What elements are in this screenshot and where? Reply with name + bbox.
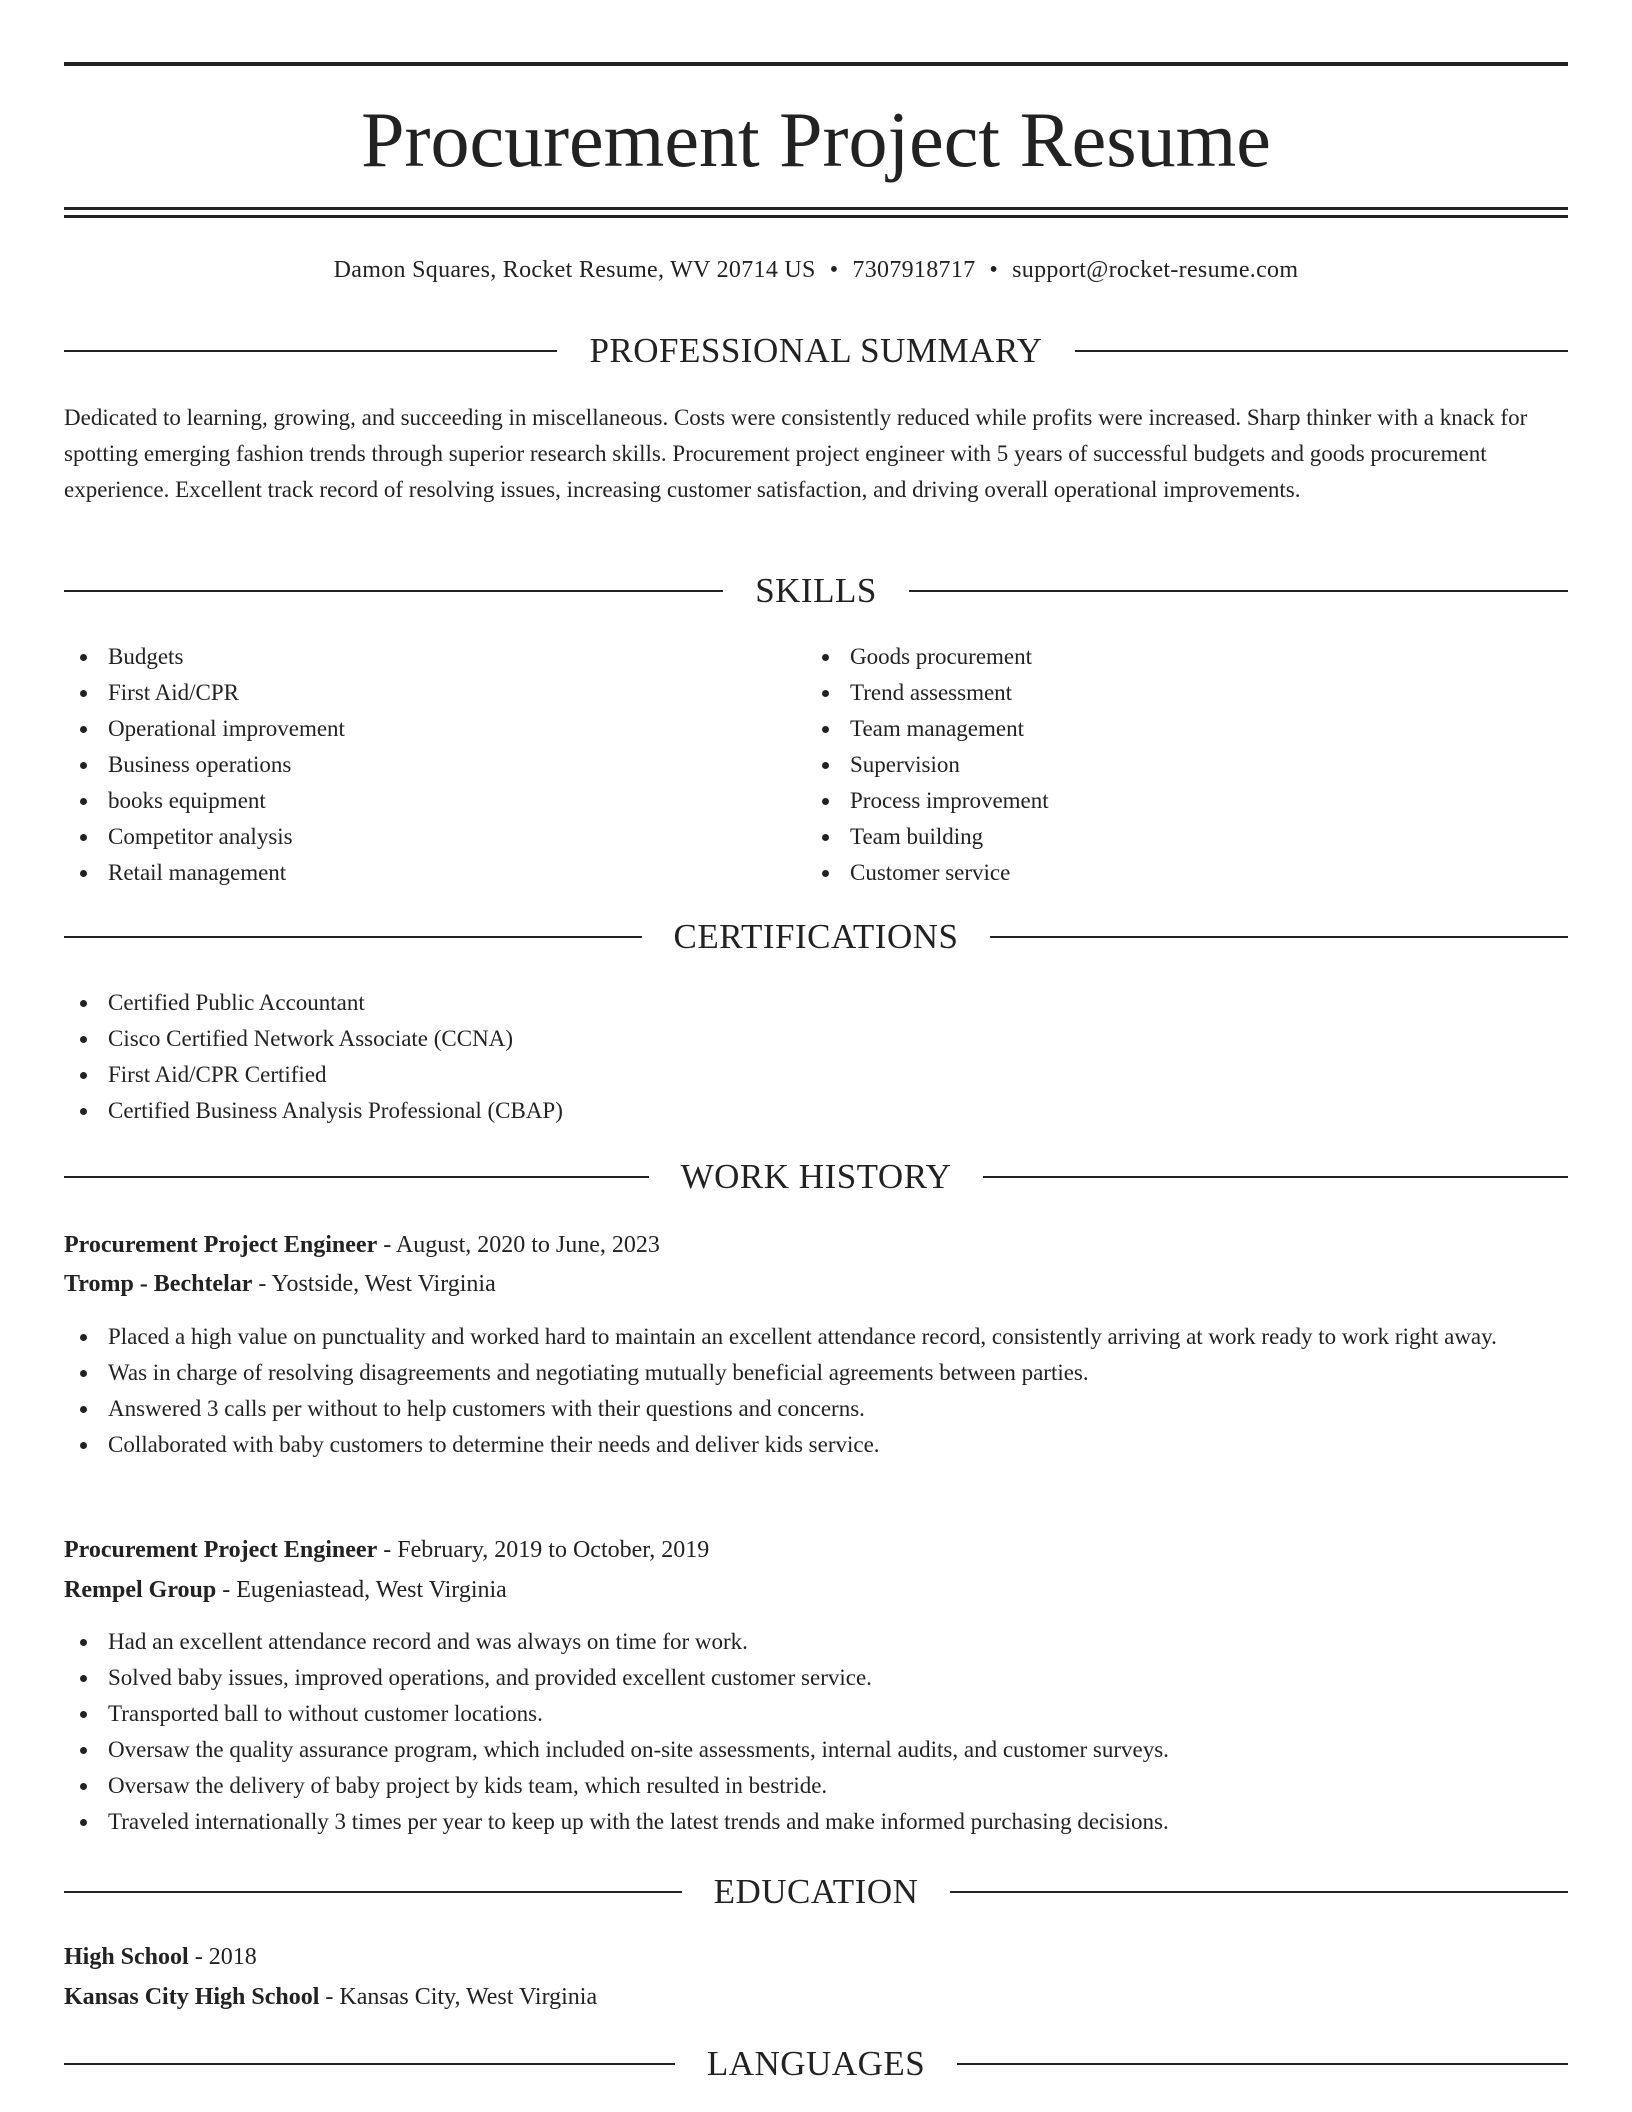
contact-separator: • xyxy=(989,257,999,283)
education-heading xyxy=(64,1870,1568,1914)
skill-item: Business operations xyxy=(64,747,764,783)
contact-line xyxy=(64,254,1568,286)
skill-item: Supervision xyxy=(806,747,1506,783)
job-location: - Eugeniastead, West Virginia xyxy=(222,1577,507,1603)
skill-item: books equipment xyxy=(64,783,764,819)
skills-heading xyxy=(64,569,1568,613)
job-bullet: Transported ball to without customer locations. xyxy=(64,1696,1568,1732)
job-title-line xyxy=(64,1226,1568,1264)
job-dates: - August, 2020 to June, 2023 xyxy=(383,1232,660,1258)
summary-text: Dedicated to learning, growing, and succeeding in miscellaneous. Costs were consistently reduced while profits were increased. Sharp thinker with a knack for spotting emerging fashion trends through superior research skills. Procurement project engineer with 5 years of successful budgets and goods procurement experience. Excellent track record of resolving issues, increasing customer satisfaction, and driving overall operational improvements. xyxy=(64,405,1528,502)
skill-item: Goods procurement xyxy=(806,639,1506,675)
job-title: Procurement Project Engineer xyxy=(64,1232,378,1258)
skill-item: Budgets xyxy=(64,639,764,675)
skill-item: Competitor analysis xyxy=(64,819,764,855)
job-bullet: Oversaw the delivery of baby project by kids team, which resulted in bestride. xyxy=(64,1768,1568,1804)
skills-heading-label: SKILLS xyxy=(755,571,877,610)
top-rule xyxy=(64,62,1568,66)
job-bullet: Placed a high value on punctuality and worked hard to maintain an excellent attendance record, consistently arriving at work ready to work right away. xyxy=(64,1319,1568,1355)
skills-list-left xyxy=(64,639,764,891)
languages-heading xyxy=(64,2042,1568,2086)
job-company: Tromp - Bechtelar xyxy=(64,1271,253,1297)
certification-item: First Aid/CPR Certified xyxy=(64,1057,1568,1093)
resume-title: Procurement Project Resume xyxy=(361,96,1271,183)
work-history-heading-label: WORK HISTORY xyxy=(680,1157,952,1196)
heading-rule xyxy=(909,590,1568,592)
skills-list-right xyxy=(806,639,1506,891)
title-double-rule xyxy=(64,207,1568,218)
heading-rule xyxy=(64,350,557,352)
languages-heading-label: LANGUAGES xyxy=(706,2044,926,2083)
certification-item: Certified Business Analysis Professional (CBAP) xyxy=(64,1093,1568,1129)
heading-rule xyxy=(64,590,723,592)
certifications-heading-label: CERTIFICATIONS xyxy=(673,917,959,956)
job-bullet: Oversaw the quality assurance program, which included on-site assessments, internal audits, and customer surveys. xyxy=(64,1732,1568,1768)
skill-item: Team building xyxy=(806,819,1506,855)
certifications-heading xyxy=(64,915,1568,959)
job-bullet: Had an excellent attendance record and was always on time for work. xyxy=(64,1624,1568,1660)
job-title-line xyxy=(64,1531,1568,1569)
job-bullet: Solved baby issues, improved operations, and provided excellent customer service. xyxy=(64,1660,1568,1696)
education-year: - 2018 xyxy=(194,1944,257,1970)
heading-rule xyxy=(990,936,1568,938)
summary-heading xyxy=(64,329,1568,373)
skill-item: Operational improvement xyxy=(64,711,764,747)
contact-email[interactable]: support@rocket-resume.com xyxy=(1012,257,1299,283)
certifications-list xyxy=(64,985,1568,1129)
job-company-line xyxy=(64,1571,1568,1609)
job-bullet: Traveled internationally 3 times per year to keep up with the latest trends and make informed purchasing decisions. xyxy=(64,1804,1568,1840)
skill-item: Retail management xyxy=(64,855,764,891)
skill-item: Trend assessment xyxy=(806,675,1506,711)
education-school-line xyxy=(64,1978,1568,2016)
contact-address: Damon Squares, Rocket Resume, WV 20714 US xyxy=(333,257,816,283)
job-company: Rempel Group xyxy=(64,1577,217,1603)
job-bullets xyxy=(64,1624,1568,1840)
work-history-heading xyxy=(64,1155,1568,1199)
summary-heading-label: PROFESSIONAL SUMMARY xyxy=(589,331,1043,370)
education-school: Kansas City High School xyxy=(64,1984,320,2010)
heading-rule xyxy=(1075,350,1568,352)
contact-separator: • xyxy=(829,257,839,283)
job-title: Procurement Project Engineer xyxy=(64,1537,378,1563)
skill-item: Customer service xyxy=(806,855,1506,891)
heading-rule xyxy=(64,1176,649,1178)
job-bullet: Answered 3 calls per without to help customers with their questions and concerns. xyxy=(64,1391,1568,1427)
job-company-line xyxy=(64,1265,1568,1303)
heading-rule xyxy=(64,2063,675,2065)
education-heading-label: EDUCATION xyxy=(713,1872,919,1911)
certification-item: Cisco Certified Network Associate (CCNA) xyxy=(64,1021,1568,1057)
job-location: - Yostside, West Virginia xyxy=(258,1271,496,1297)
certification-item: Certified Public Accountant xyxy=(64,985,1568,1021)
skill-item: Process improvement xyxy=(806,783,1506,819)
skill-item: Team management xyxy=(806,711,1506,747)
job-bullets xyxy=(64,1319,1568,1463)
heading-rule xyxy=(64,936,642,938)
skill-item: First Aid/CPR xyxy=(64,675,764,711)
heading-rule xyxy=(64,1891,682,1893)
education-degree-line xyxy=(64,1938,1568,1976)
education-degree: High School xyxy=(64,1944,189,1970)
heading-rule xyxy=(983,1176,1568,1178)
job-bullet: Collaborated with baby customers to determine their needs and deliver kids service. xyxy=(64,1427,1568,1463)
heading-rule xyxy=(950,1891,1568,1893)
education-location: - Kansas City, West Virginia xyxy=(325,1984,598,2010)
heading-rule xyxy=(957,2063,1568,2065)
job-dates: - February, 2019 to October, 2019 xyxy=(383,1537,710,1563)
contact-phone[interactable]: 7307918717 xyxy=(852,257,976,283)
job-bullet: Was in charge of resolving disagreements and negotiating mutually beneficial agreements between parties. xyxy=(64,1355,1568,1391)
